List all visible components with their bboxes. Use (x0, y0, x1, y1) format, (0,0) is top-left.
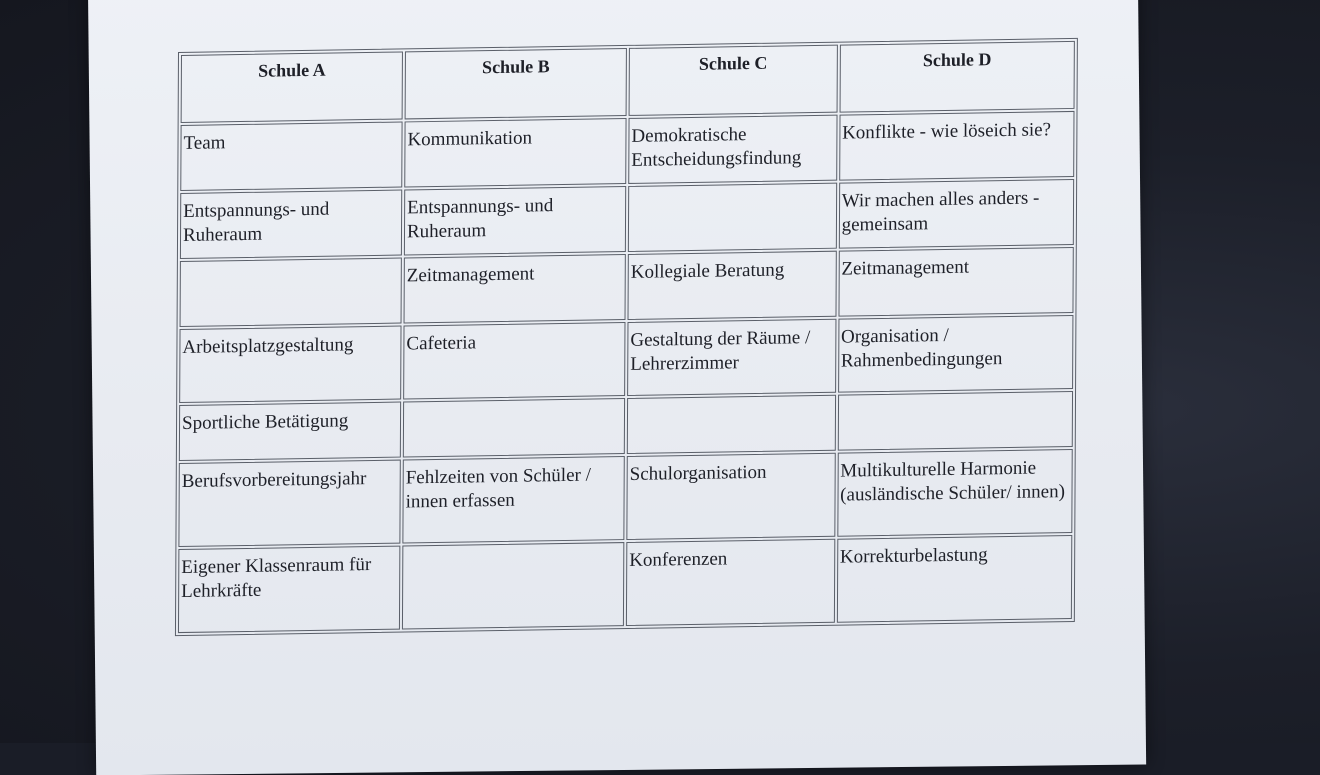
table-cell: Schulorganisation (626, 453, 835, 540)
table-cell: Multikulturelle Harmonie (ausländische Schüler/ innen) (837, 449, 1073, 537)
table-row (180, 247, 1074, 327)
table-row (180, 111, 1074, 191)
table-cell: Kollegiale Beratung (628, 251, 837, 320)
table-cell: Korrekturbelastung (837, 535, 1073, 623)
table-row (179, 315, 1073, 403)
table-cell (627, 395, 836, 454)
table-cell: Organisation / Rahmenbedingungen (838, 315, 1074, 393)
header-schule-a: Schule A (181, 51, 403, 123)
table-cell: Zeitmanagement (404, 254, 626, 324)
printed-table-container (175, 38, 1078, 636)
table-cell: Fehlzeiten von Schüler / innen erfassen (402, 456, 624, 544)
table-cell: Konferenzen (626, 539, 835, 626)
header-schule-c: Schule C (629, 45, 838, 116)
table-cell: Sportliche Betätigung (179, 402, 401, 461)
table-header-row (181, 41, 1075, 123)
table-cell (628, 183, 837, 252)
table-cell: Cafeteria (403, 322, 625, 400)
table-cell: Arbeitsplatzgestaltung (179, 326, 401, 404)
header-schule-d: Schule D (839, 41, 1075, 113)
table-cell: Zeitmanagement (838, 247, 1074, 317)
table-cell: Team (180, 121, 402, 191)
table-row (180, 179, 1074, 259)
table-cell: Entspannungs- und Ruheraum (404, 186, 626, 256)
header-schule-b: Schule B (405, 48, 627, 120)
schools-topics-table (175, 38, 1078, 636)
table-row (178, 535, 1072, 633)
table-cell (837, 391, 1073, 451)
table-cell: Konflikte - wie löseich sie? (839, 111, 1075, 181)
table-cell: Berufsvorbereitungsjahr (178, 460, 400, 548)
table-cell: Wir machen alles anders - gemeinsam (839, 179, 1075, 249)
table-cell: Eigener Klassenraum für Lehrkräfte (178, 546, 400, 634)
table-cell: Entspannungs- und Ruheraum (180, 189, 402, 259)
table-cell (180, 258, 402, 328)
table-cell: Demokratische Entscheidungsfindung (628, 115, 837, 184)
table-cell: Gestaltung der Räume / Lehrerzimmer (627, 319, 836, 396)
table-cell (402, 542, 624, 630)
table-row (178, 449, 1072, 547)
table-cell (403, 398, 625, 457)
table-cell: Kommunikation (404, 118, 626, 188)
